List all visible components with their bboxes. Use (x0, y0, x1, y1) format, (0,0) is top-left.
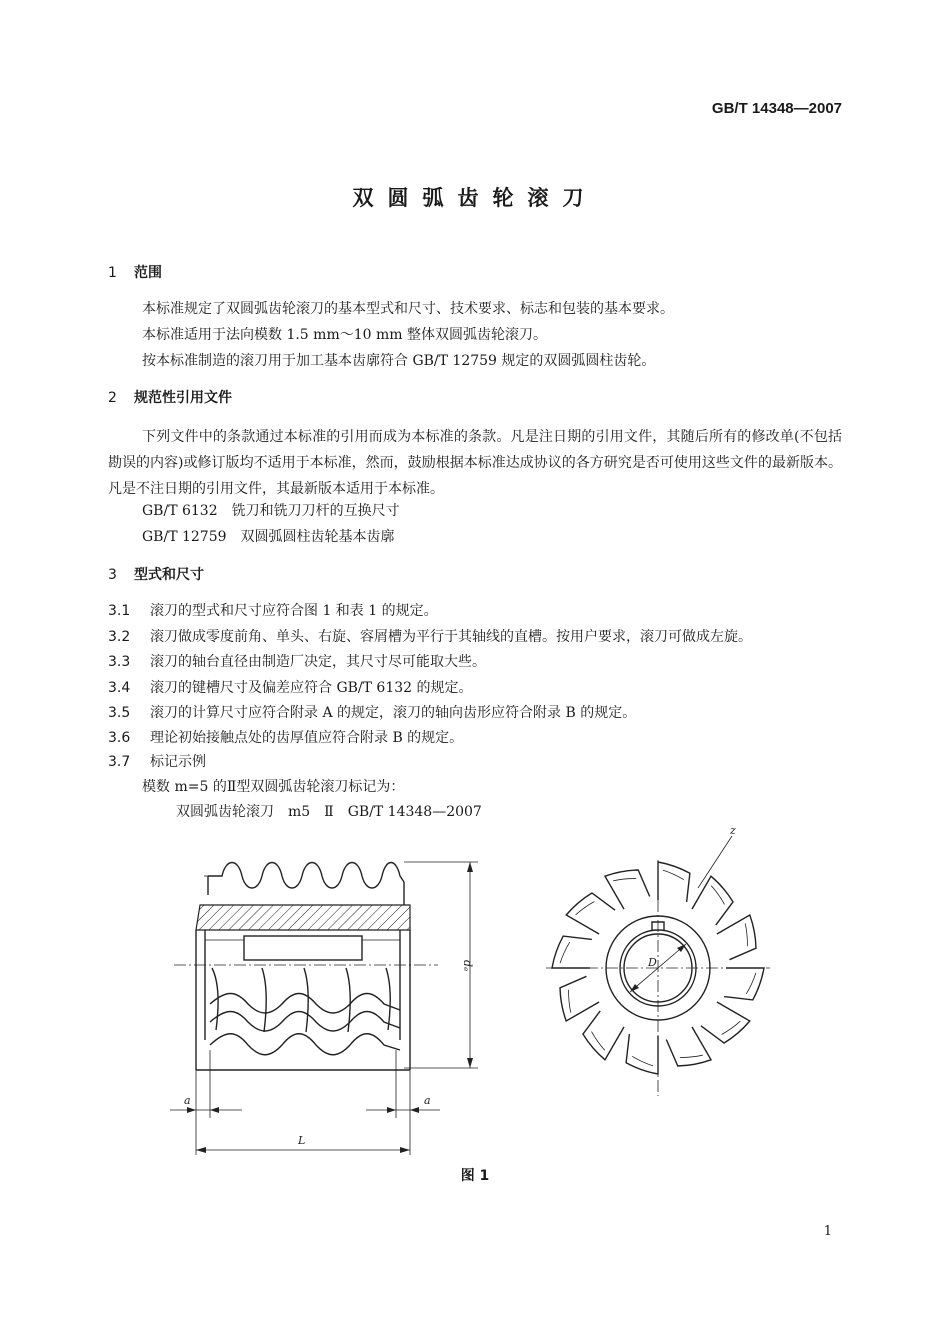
cutting-tooth (701, 1002, 750, 1043)
standard-number: GB/T 14348—2007 (711, 100, 842, 117)
clause-text: 滚刀的型式和尺寸应符合图 1 和表 1 的规定。 (150, 603, 438, 619)
tooth-relief-line (560, 942, 570, 963)
tooth-relief-line (746, 973, 756, 994)
section-title: 规范性引用文件 (134, 390, 232, 406)
D-label: D (648, 956, 657, 969)
normative-references-intro: 下列文件中的条款通过本标准的引用而成为本标准的条款。凡是注日期的引用文件，其随后所有的修改单(不包括勘误的内容)或修订版均不适用于本标准，然而，鼓励根据本标准达成协议的各方研究是否可使用这些文件的最新版本。凡是不注日期的引用文件，其最新版本适用于本标准。 (108, 429, 842, 497)
L-label: L (298, 1134, 306, 1147)
clause-number: 3.2 (108, 629, 131, 645)
clause-text: 滚刀的键槽尺寸及偏差应符合 GB/T 6132 的规定。 (150, 680, 473, 696)
cutting-tooth (566, 893, 615, 934)
section-title: 型式和尺寸 (134, 567, 204, 583)
clause-text: 滚刀的计算尺寸应符合附录 A 的规定，滚刀的轴向齿形应符合附录 B 的规定。 (150, 705, 637, 721)
hob-end-view (546, 836, 770, 1096)
cutting-tooth (560, 976, 599, 1021)
cutting-tooth (692, 876, 733, 925)
reference-code: GB/T 6132 (142, 503, 218, 519)
de-label: dₑ (461, 960, 474, 972)
section-title: 范围 (134, 265, 162, 281)
clause-text: 滚刀的轴台直径由制造厂决定，其尺寸尽可能取大些。 (150, 654, 486, 670)
tooth-profile-bottom (210, 1034, 400, 1055)
tooth-relief-line (569, 990, 571, 1013)
example-intro: 模数 m=5 的Ⅱ型双圆弧齿轮滚刀标记为： (142, 779, 405, 795)
tooth-relief-line (680, 1055, 703, 1057)
keyway-section (244, 936, 362, 960)
page-number: 1 (823, 1224, 832, 1239)
clause-number: 3.4 (108, 680, 131, 696)
clause-text: 标记示例 (150, 754, 206, 770)
reference-code: GB/T 12759 (142, 529, 227, 545)
tooth-profile-lower-2 (210, 1012, 400, 1032)
tooth-relief-line (745, 923, 747, 946)
a-left-label: a (184, 1094, 191, 1107)
cutting-tooth (666, 1027, 711, 1066)
hob-side-view (170, 862, 478, 1155)
clause-number: 3.1 (108, 603, 131, 619)
clause-number: 3.7 (108, 754, 131, 770)
clause-number: 3.5 (108, 705, 131, 721)
tooth-relief-line (613, 879, 636, 881)
a-right-label: a (424, 1094, 431, 1107)
z-label: z (730, 824, 736, 837)
section-number: 1 (108, 265, 117, 281)
clause-text: 理论初始接触点处的齿厚值应符合附录 B 的规定。 (150, 730, 464, 746)
clause-number: 3.3 (108, 654, 131, 670)
paragraph: 本标准规定了双圆弧齿轮滚刀的基本型式和尺寸、技术要求、标志和包装的基本要求。 (142, 301, 674, 317)
example-marking: 双圆弧齿轮滚刀 m5 Ⅱ GB/T 14348—2007 (176, 804, 482, 820)
reference-title: 铣刀和铣刀刀杆的互换尺寸 (231, 503, 400, 519)
cutting-tooth (658, 862, 690, 902)
clause-text: 滚刀做成零度前角、单头、右旋、容屑槽为平行于其轴线的直槽。按用户要求，滚刀可做成左旋。 (150, 629, 752, 645)
section-number: 3 (108, 567, 117, 583)
cutting-tooth (626, 1034, 658, 1074)
tooth-relief-line (632, 1056, 653, 1066)
paragraph: 本标准适用于法向模数 1.5 mm～10 mm 整体双圆弧齿轮滚刀。 (142, 327, 547, 343)
figure-caption: 图 1 (460, 1168, 490, 1184)
clause-number: 3.6 (108, 730, 131, 746)
tooth-profile-lower-1 (210, 994, 400, 1014)
hatched-section (196, 905, 410, 930)
reference-title: 双圆弧圆柱齿轮基本齿廓 (240, 529, 395, 545)
cutting-tooth (717, 915, 756, 960)
cutting-tooth (552, 936, 592, 968)
cutting-tooth (605, 870, 650, 909)
document-title: 双圆弧齿轮滚刀 (352, 186, 598, 210)
cutting-tooth (583, 1011, 624, 1060)
tooth-profile-top (208, 863, 404, 889)
tooth-relief-line (663, 870, 684, 880)
cutting-tooth (724, 968, 764, 1000)
paragraph: 按本标准制造的滚刀用于加工基本齿廓符合 GB/T 12759 规定的双圆弧圆柱齿轮。 (142, 353, 656, 369)
section-number: 2 (108, 390, 117, 406)
